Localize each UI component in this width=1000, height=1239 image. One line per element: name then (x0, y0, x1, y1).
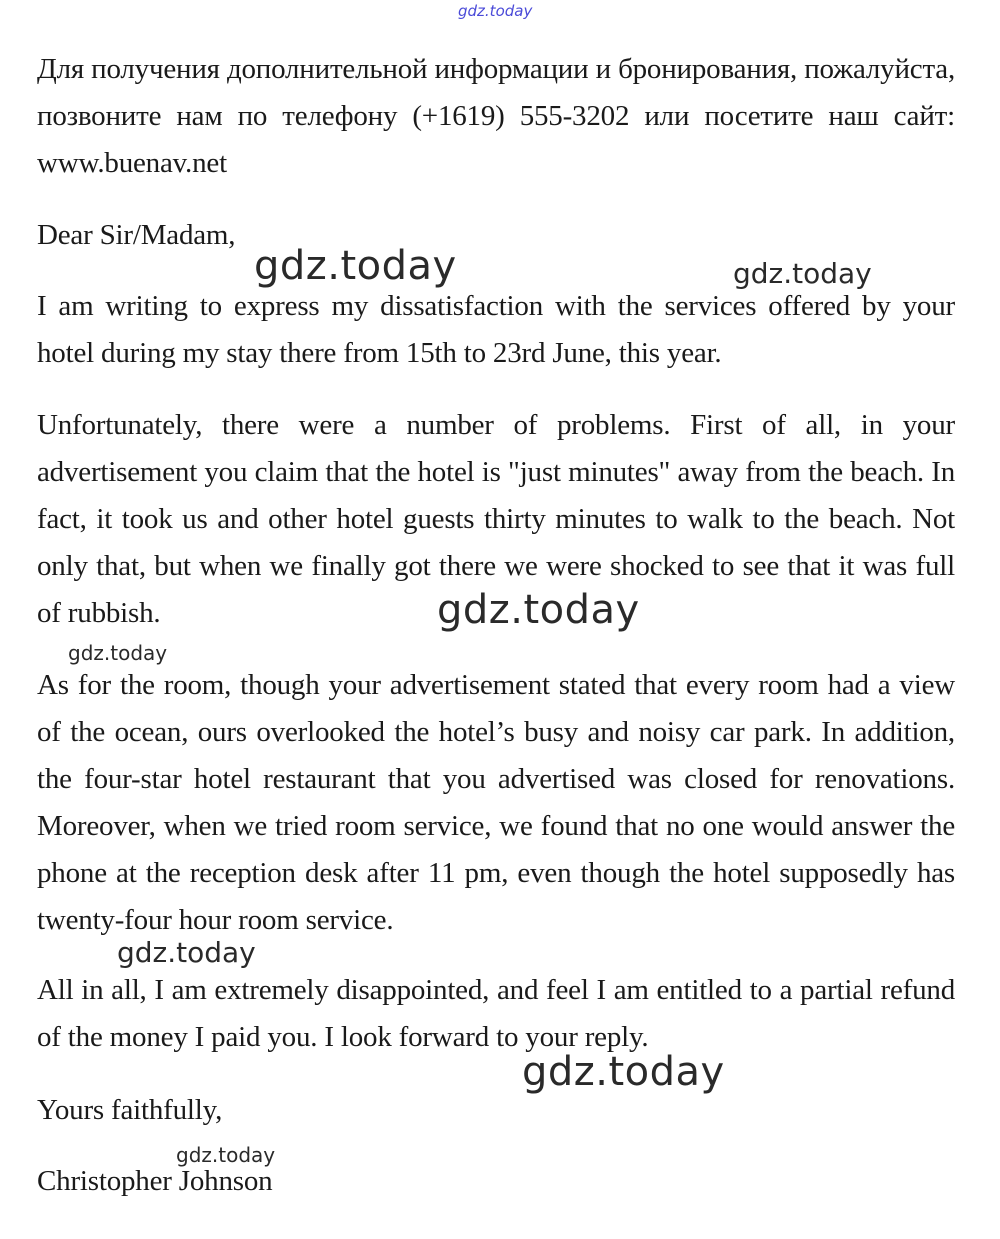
watermark: gdz.today (522, 1049, 725, 1095)
letter-paragraph-2: Unfortunately, there were a number of problems. First of all, in your advertisement you claim that the hotel is "just minutes" away from the beach. In fact, it took us and other hotel guests thirty minutes to walk to the beach. Not only that, but when we finally got there we were shocked to see that it was full of rubbish. (37, 409, 955, 629)
watermark: gdz.today (254, 243, 457, 289)
intro-russian-text: Для получения дополнительной информации и бронирования, пожалуйста, позвоните нам по телефону (+1619) 555-3202 или посетите наш сайт: www.buenav.net (37, 53, 955, 179)
letter-greeting: Dear Sir/Madam, (37, 219, 236, 251)
letter-paragraph-4: All in all, I am extremely disappointed, and feel I am entitled to a partial refund of the money I paid you. I look forward to your reply. (37, 974, 955, 1053)
letter-paragraph-1: I am writing to express my dissatisfaction with the services offered by your hotel during my stay there from 15th to 23rd June, this year. (37, 290, 955, 369)
watermark: gdz.today (117, 936, 256, 969)
letter-closing: Yours faithfully, (37, 1094, 223, 1126)
letter-signature: Christopher Johnson (37, 1165, 273, 1197)
letter-paragraph-3: As for the room, though your advertisement stated that every room had a view of the ocean, ours overlooked the hotel’s busy and noisy car park. In addition, the four-star hotel restaurant that you advertised was closed for renovations. Moreover, when we tried room service, we found that no one would answer the phone at the reception desk after 11 pm, even though the hotel supposedly has twenty-four hour room service. (37, 669, 955, 936)
watermark: gdz.today (176, 1143, 276, 1167)
watermark: gdz.today (68, 641, 168, 665)
watermark-top: gdz.today (458, 2, 533, 20)
watermark: gdz.today (733, 257, 872, 290)
watermark: gdz.today (437, 587, 640, 633)
